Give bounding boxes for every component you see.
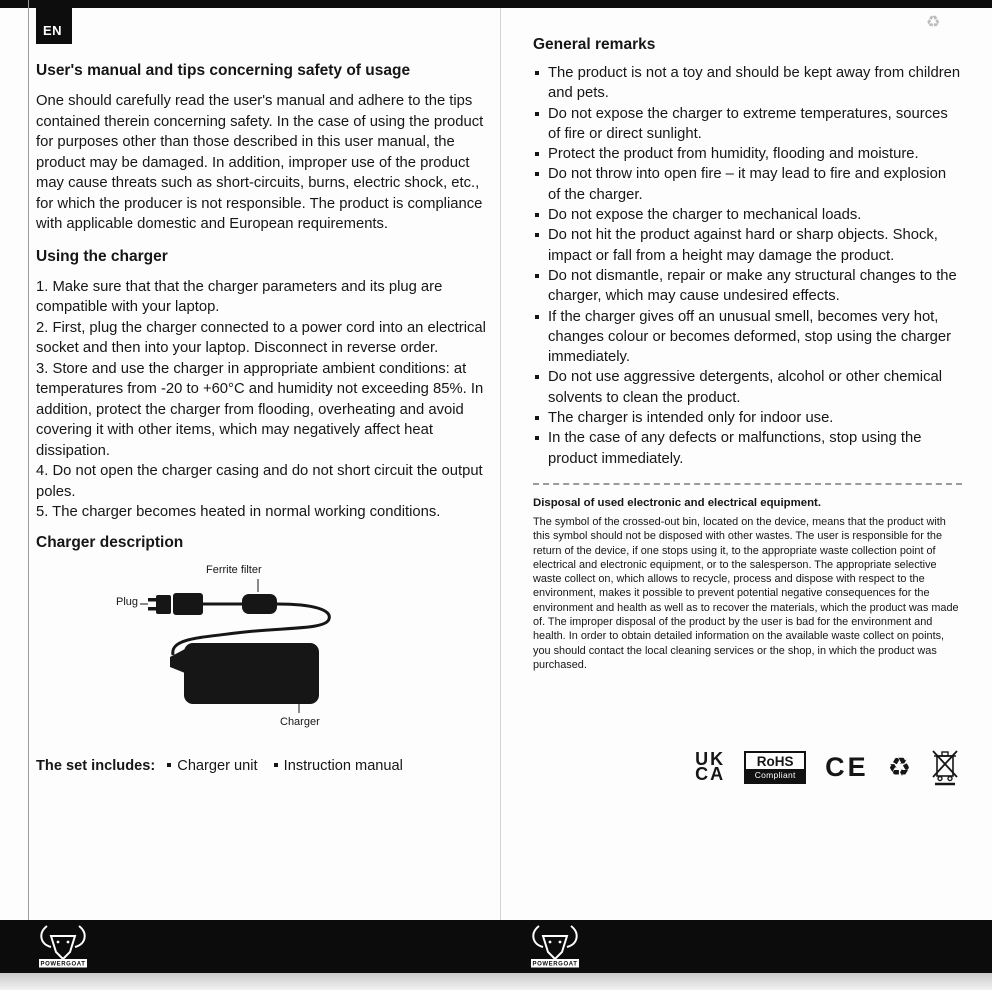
remark-item: Do not dismantle, repair or make any structural changes to the charger, which may cause undesired effects. [533, 266, 962, 307]
weee-bin-icon [930, 748, 960, 786]
remark-item: Do not throw into open fire – it may lead to fire and explosion of the charger. [533, 164, 962, 205]
rohs-mark [744, 751, 806, 784]
set-includes-label: The set includes: [36, 757, 156, 774]
remark-item: Do not hit the product against hard or sharp objects. Shock, impact or fall from a height may damage the product. [533, 225, 962, 266]
ce-mark: CE [825, 751, 869, 782]
remark-item: In the case of any defects or malfunctions, stop using the product immediately. [533, 428, 962, 469]
rohs-compliant-text: Compliant [746, 769, 804, 782]
language-badge [36, 6, 72, 44]
safety-paragraph: One should carefully read the user's manual and adhere to the tips contained therein concerning safety. In the case of using the product for purposes other than those described in this user manual, the product may be damaged. In addition, improper use of the product may cause threats such as short-circuits, burns, electric shock, etc., for which the producer is not responsible. The product is compliance with applicable domestic and European requirements. [36, 93, 484, 232]
language-badge-label: EN [43, 23, 63, 38]
using-step: 3. Store and use the charger in appropriate ambient conditions: at temperatures from -20 to +60°C and humidity not exceeding 85%. In addition, protect the charger from flooding, overheating and avoid covering it with other items, which may negatively affect heat dissipation. [36, 360, 484, 459]
using-charger-title: Using the charger [36, 247, 168, 265]
ferrite-filter-label: Ferrite filter [206, 563, 262, 576]
right-column [533, 36, 962, 786]
column-divider [500, 8, 501, 920]
remark-item: Protect the product from humidity, flooding and moisture. [533, 144, 962, 164]
using-step: 2. First, plug the charger connected to a power cord into an electrical socket and then into your laptop. Disconnect in reverse order. [36, 319, 486, 356]
charger-description-title: Charger description [36, 533, 184, 551]
ukca-bottom-text: CA [695, 764, 726, 785]
scan-edge-fade [0, 973, 992, 990]
general-remarks-title: General remarks [533, 36, 656, 53]
plug-label: Plug [116, 595, 139, 608]
charger-diagram [36, 554, 499, 742]
remark-item: If the charger gives off an unusual smell, becomes very hot, changes colour or becomes deformed, stop using the charger immediately. [533, 307, 962, 368]
powergoat-logo [34, 923, 92, 970]
remark-item: The product is not a toy and should be kept away from children and pets. [533, 63, 962, 104]
bottom-brand-band [0, 920, 992, 973]
ukca-top-text: UK [695, 749, 726, 770]
recycle-icon: ♻ [887, 752, 911, 783]
set-includes-item-text: Instruction manual [283, 757, 403, 774]
rohs-text: RoHS [756, 753, 794, 769]
using-step: 1. Make sure that that the charger parameters and its plug are compatible with your laptop. [36, 278, 443, 315]
recycle-print-mark-icon: ♻ [926, 14, 941, 31]
square-bullet-icon [274, 763, 278, 767]
remark-item: Do not expose the charger to extreme temperatures, sources of fire or direct sunlight. [533, 104, 962, 145]
page-edge-line [28, 0, 29, 922]
svg-text:POWERGOAT: POWERGOAT [40, 961, 86, 968]
set-includes-item [274, 758, 403, 774]
remark-item: Do not expose the charger to mechanical loads. [533, 205, 962, 225]
disposal-paragraph: The symbol of the crossed-out bin, located on the device, means that the product with this symbol should not be disposed with other wastes. The user is responsible for the return of the device, if one stops using it, to the appropriate waste collection point of electrical and electronic equipment, or to the salesperson. The appropriate selective waste collect on, which allows to recycle, process and dispose with respect to the environment, makes it possible to prevent potential negative consequences for the environment and health as well as to recover the materials, which the product was made of. The improper disposal of the product by the user is bad for the environment and health. In order to obtain detailed information on the available waste collect on points, you should contact the local cleaning services or the shop, in which the product was purchased. [533, 515, 959, 671]
safety-section-title: User's manual and tips concerning safety of usage [36, 62, 411, 79]
remark-item: Do not use aggressive detergents, alcohol or other chemical solvents to clean the product. [533, 367, 962, 408]
certification-marks-row [533, 748, 962, 786]
using-step: 4. Do not open the charger casing and do not short circuit the output poles. [36, 463, 483, 500]
set-includes-row [36, 758, 499, 774]
using-step: 5. The charger becomes heated in normal working conditions. [36, 504, 441, 520]
general-remarks-list [533, 63, 962, 469]
top-black-strip [0, 0, 992, 8]
charger-label: Charger [280, 715, 320, 728]
svg-text:POWERGOAT: POWERGOAT [532, 961, 578, 968]
set-includes-item-text: Charger unit [177, 757, 258, 774]
remark-item: The charger is intended only for indoor use. [533, 408, 962, 428]
powergoat-logo [526, 923, 584, 970]
left-column [36, 62, 499, 774]
set-includes-item [167, 758, 257, 774]
ukca-mark [695, 749, 726, 785]
charger-diagram-drawing [36, 554, 499, 742]
dashed-divider [533, 483, 962, 485]
square-bullet-icon [167, 763, 171, 767]
disposal-title: Disposal of used electronic and electrical equipment. [533, 496, 822, 509]
